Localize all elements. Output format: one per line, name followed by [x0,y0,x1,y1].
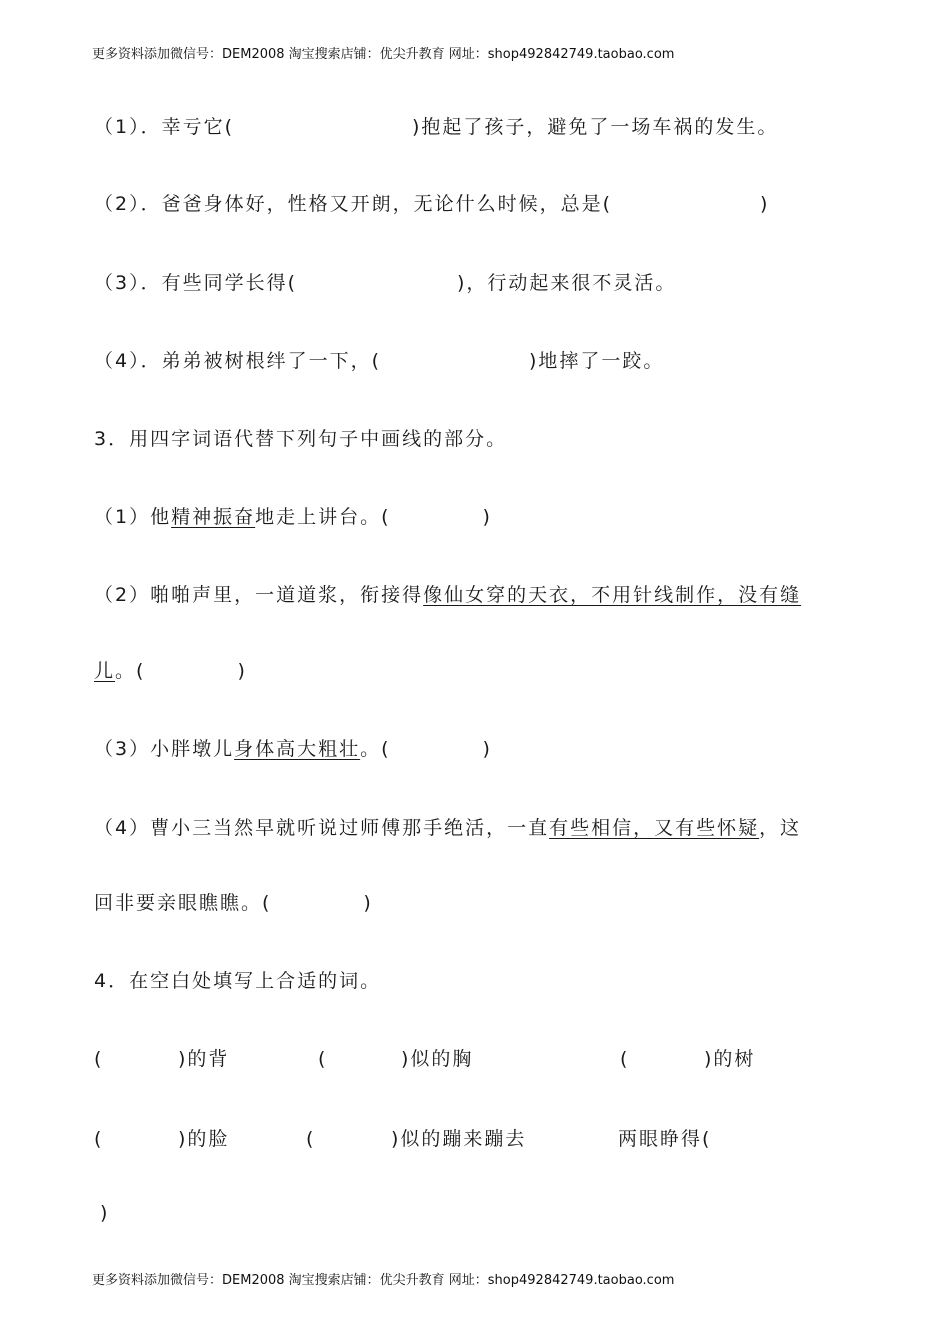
q2-item-2-text-a: （2）．爸爸身体好，性格又开朗，无论什么时候，总是( [94,193,613,215]
q3-item-4-rest: ，这 [759,817,802,839]
q4-row1-cell3-open: ( [620,1048,630,1070]
q2-item-3 [94,270,676,296]
q2-item-4-text-a: （4）．弟弟被树根绊了一下，( [94,350,382,372]
q4-row2-cell2-open: ( [306,1128,316,1150]
q3-item-2 [94,582,801,608]
q3-item-1-underlined: 精神振奋 [171,506,256,528]
q3-item-2-rest: 。( [115,660,146,682]
q4-row2-cell2-text: )似的蹦来蹦去 [391,1128,527,1150]
q4-row1-cell2-open: ( [318,1048,328,1070]
q2-item-2 [94,191,769,217]
q4-row2-cell1-text: )的脸 [178,1128,230,1150]
q2-item-4-text-b: )地摔了一跤。 [529,350,665,372]
q2-item-2-text-b: ) [760,193,770,215]
q2-item-3-text-a: （3）．有些同学长得( [94,272,298,294]
q3-item-4-lead: （4）曹小三当然早就听说过师傅那手绝活，一直 [94,817,550,839]
q4-row1-cell3-text: )的树 [704,1048,756,1070]
q3-title: 3．用四字词语代替下列句子中画线的部分。 [94,428,508,450]
q3-item-4-cont [94,890,373,916]
q2-item-4 [94,348,664,374]
q3-item-3 [94,736,492,762]
q3-item-3-close: ) [482,738,492,760]
q2-item-1-text-b: )抱起了孩子，避免了一场车祸的发生。 [412,116,779,138]
q4-row1-cell1-open: ( [94,1048,104,1070]
q3-item-4-close: ) [363,892,373,914]
q3-item-2-underlined: 像仙女穿的天衣，不用针线制作，没有缝 [423,584,802,606]
q3-item-3-rest: 。( [360,738,391,760]
page-footer: 更多资料添加微信号：DEM2008 淘宝搜索店铺：优尖升教育 网址：shop492842749.taobao.com [92,1273,675,1288]
q3-item-2-cont [94,658,247,684]
q3-item-2-underlined-2: 儿 [94,660,116,682]
q3-item-1-close: ) [482,506,492,528]
q2-item-1-text-a: （1）．幸亏它( [94,116,235,138]
q2-item-3-text-b: )，行动起来很不灵活。 [457,272,677,294]
q3-item-2-lead: （2）啪啪声里，一道道浆，衔接得 [94,584,424,606]
q3-item-1-rest: 地走上讲台。( [255,506,391,528]
q3-item-4-line2: 回非要亲眼瞧瞧。( [94,892,272,914]
q3-item-3-lead: （3）小胖墩儿 [94,738,235,760]
q3-item-2-close: ) [237,660,247,682]
q2-item-1 [94,114,778,140]
q4-row1-cell2-text: )似的胸 [401,1048,474,1070]
q4-title: 4．在空白处填写上合适的词。 [94,970,382,992]
q3-item-4-underlined: 有些相信，又有些怀疑 [549,817,760,839]
q4-row3-close: ) [100,1202,110,1224]
q4-row2-cell3: 两眼睁得( [618,1128,712,1150]
q4-row1-cell1-text: )的背 [178,1048,230,1070]
q3-item-1 [94,504,492,530]
page-header: 更多资料添加微信号：DEM2008 淘宝搜索店铺：优尖升教育 网址：shop492842749.taobao.com [92,47,675,62]
q3-item-3-underlined: 身体高大粗壮 [234,738,361,760]
q3-item-4 [94,815,801,841]
q3-item-1-lead: （1）他 [94,506,172,528]
q4-row2-cell1-open: ( [94,1128,104,1150]
